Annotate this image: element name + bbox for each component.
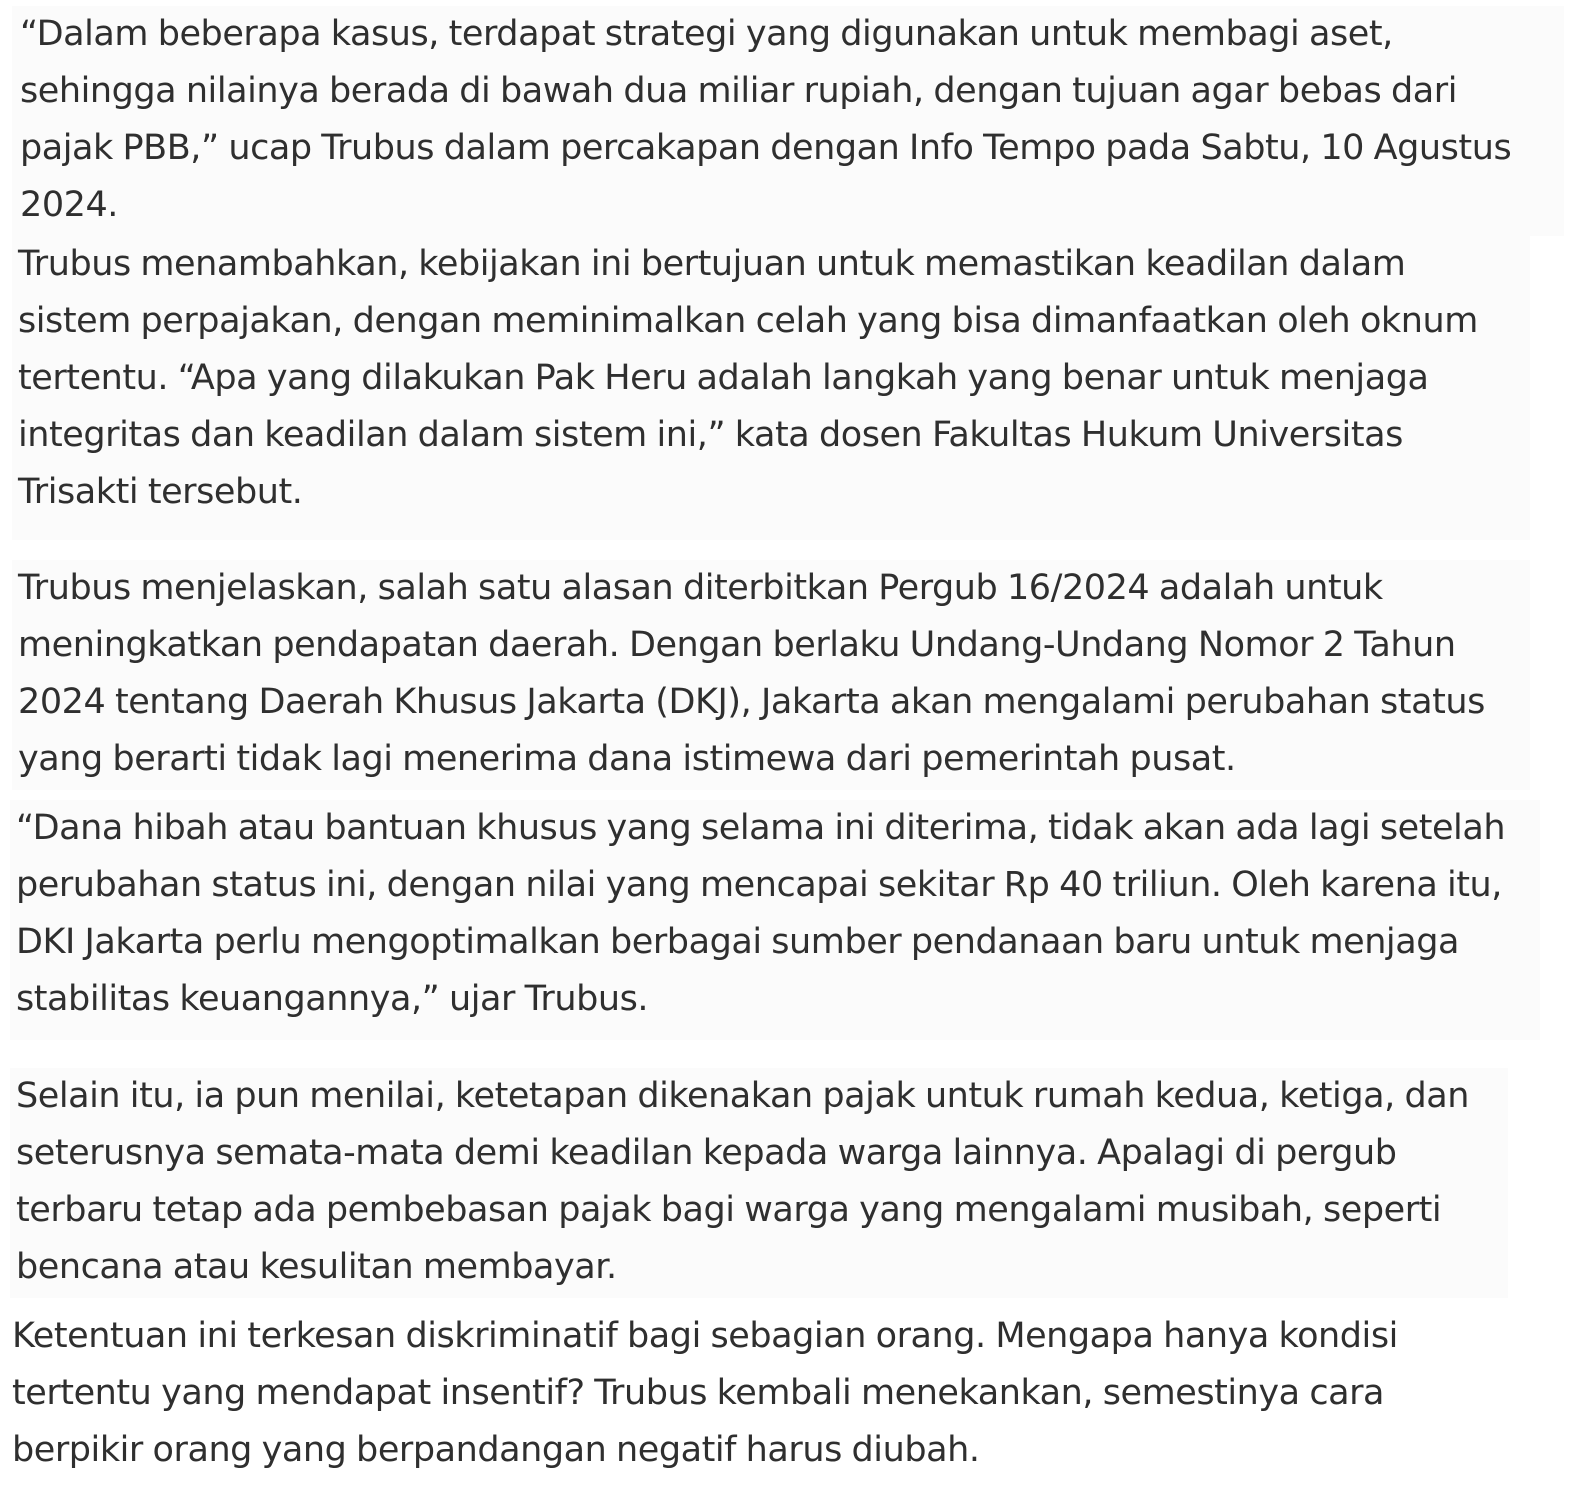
paragraph-1 [12,6,1564,236]
paragraph-3 [12,560,1530,790]
paragraph-6 [8,1308,1458,1482]
paragraph-2 [12,236,1530,540]
paragraph-line: “Dana hibah atau bantuan khusus yang selama ini diterima, tidak akan ada lagi setelah [16,808,1506,848]
paragraph-line: 2024. [20,185,118,225]
paragraph-line: pajak PBB,” ucap Trubus dalam percakapan dengan Info Tempo pada Sabtu, 10 Agustus [20,128,1512,168]
paragraph-line: Trubus menambahkan, kebijakan ini bertujuan untuk memastikan keadilan dalam [18,244,1406,284]
paragraph-line: Ketentuan ini terkesan diskriminatif bagi sebagian orang. Mengapa hanya kondisi [12,1316,1398,1356]
paragraph-line: Trubus menjelaskan, salah satu alasan diterbitkan Pergub 16/2024 adalah untuk [18,568,1383,608]
paragraph-4 [10,800,1540,1040]
paragraph-line: tertentu. “Apa yang dilakukan Pak Heru adalah langkah yang benar untuk menjaga [18,358,1429,398]
paragraph-line: bencana atau kesulitan membayar. [16,1247,617,1287]
paragraph-line: seterusnya semata-mata demi keadilan kepada warga lainnya. Apalagi di pergub [16,1133,1397,1173]
paragraph-line: Selain itu, ia pun menilai, ketetapan dikenakan pajak untuk rumah kedua, ketiga, dan [16,1076,1469,1116]
paragraph-line: meningkatkan pendapatan daerah. Dengan berlaku Undang-Undang Nomor 2 Tahun [18,625,1456,665]
paragraph-line: “Dalam beberapa kasus, terdapat strategi yang digunakan untuk membagi aset, [20,14,1393,54]
paragraph-line: terbaru tetap ada pembebasan pajak bagi warga yang mengalami musibah, seperti [16,1190,1442,1230]
paragraph-line: berpikir orang yang berpandangan negatif harus diubah. [12,1430,980,1470]
paragraph-line: Trisakti tersebut. [18,472,303,512]
paragraph-line: sehingga nilainya berada di bawah dua miliar rupiah, dengan tujuan agar bebas dari [20,71,1457,111]
paragraph-line: perubahan status ini, dengan nilai yang mencapai sekitar Rp 40 triliun. Oleh karena itu, [16,865,1502,905]
paragraph-line: integritas dan keadilan dalam sistem ini,” kata dosen Fakultas Hukum Universitas [18,415,1403,455]
paragraph-line: 2024 tentang Daerah Khusus Jakarta (DKJ), Jakarta akan mengalami perubahan status [18,682,1485,722]
paragraph-line: sistem perpajakan, dengan meminimalkan celah yang bisa dimanfaatkan oleh oknum [18,301,1478,341]
paragraph-line: stabilitas keuangannya,” ujar Trubus. [16,979,649,1019]
paragraph-line: DKI Jakarta perlu mengoptimalkan berbagai sumber pendanaan baru untuk menjaga [16,922,1459,962]
paragraph-line: yang berarti tidak lagi menerima dana istimewa dari pemerintah pusat. [18,739,1236,779]
paragraph-5 [10,1068,1508,1298]
paragraph-line: tertentu yang mendapat insentif? Trubus kembali menekankan, semestinya cara [12,1373,1385,1413]
